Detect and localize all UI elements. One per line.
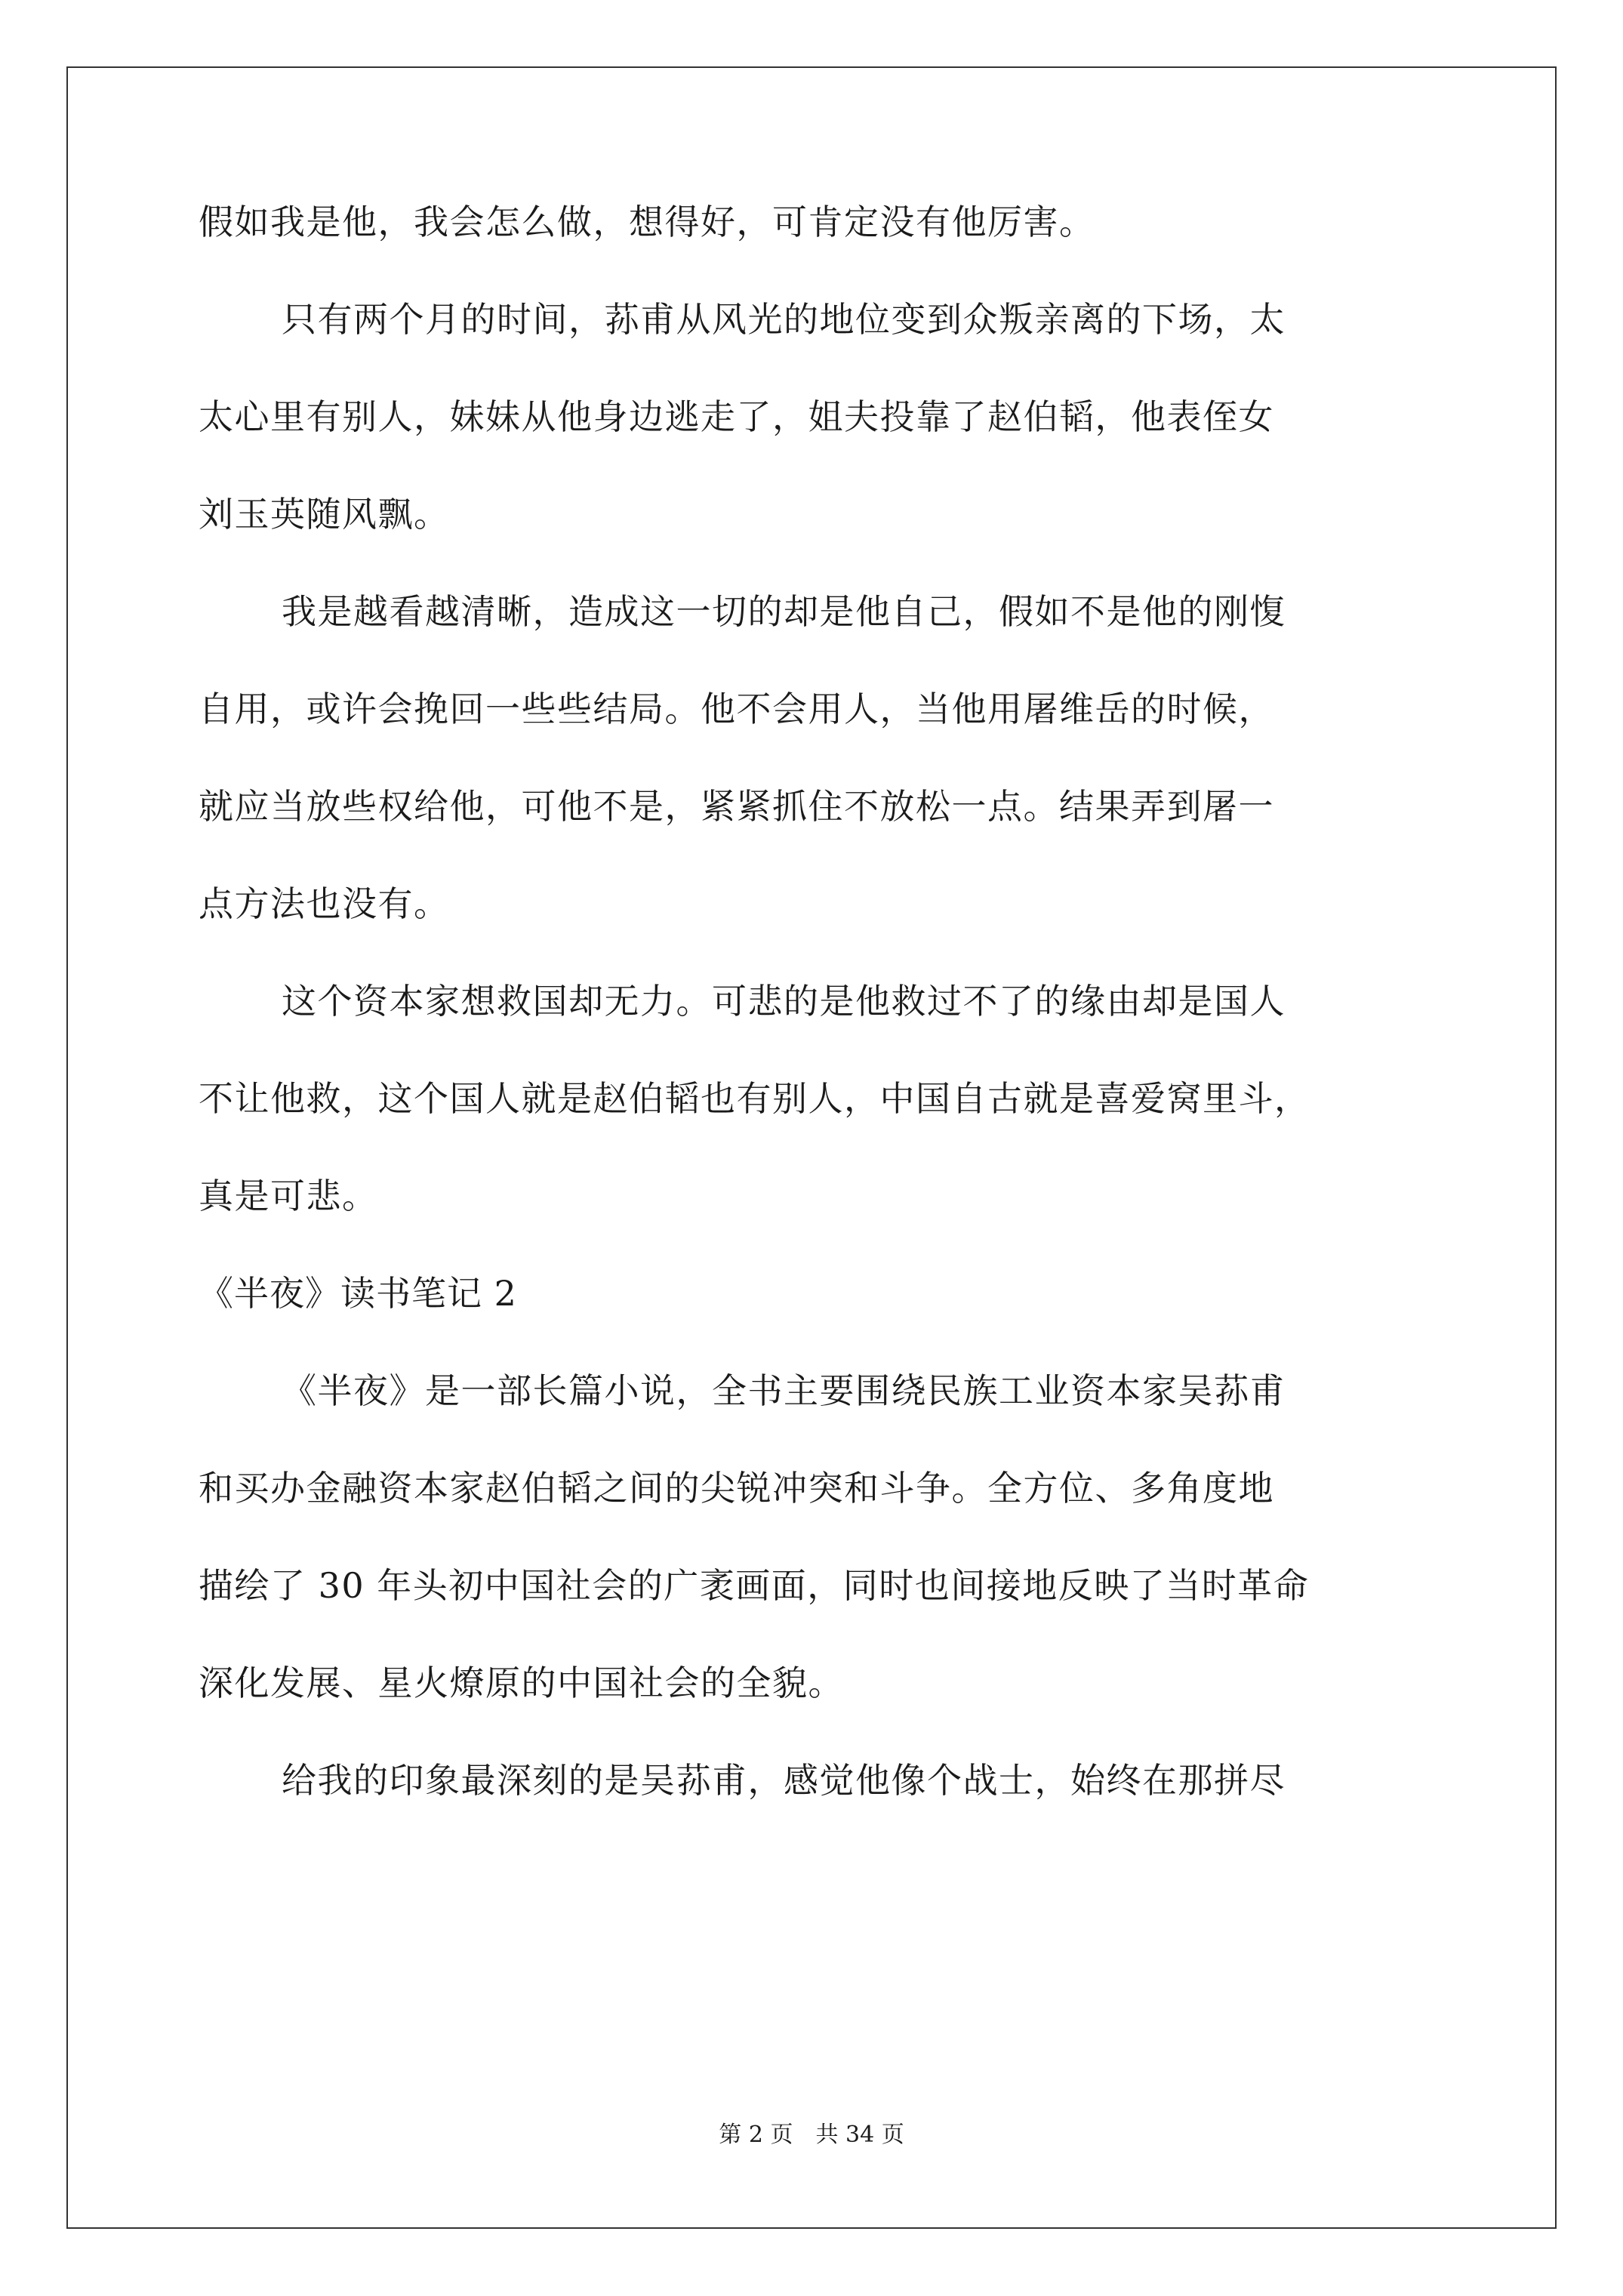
text-line: 假如我是他，我会怎么做，想得好，可肯定没有他厉害。	[199, 202, 1095, 242]
page-footer	[0, 2120, 1623, 2150]
text-line: 《半夜》是一部长篇小说，全书主要围绕民族工业资本家吴荪甫	[282, 1370, 1286, 1411]
text-line: 点方法也没有。	[199, 883, 450, 924]
text-line: 太心里有别人，妹妹从他身边逃走了，姐夫投靠了赵伯韬，他表侄女	[199, 396, 1274, 437]
text-line: 就应当放些权给他，可他不是，紧紧抓住不放松一点。结果弄到屠一	[199, 786, 1274, 827]
page-total: 共 34 页	[815, 2122, 904, 2148]
text-line: 真是可悲。	[199, 1176, 378, 1216]
text-line: 和买办金融资本家赵伯韬之间的尖锐冲突和斗争。全方位、多角度地	[199, 1468, 1274, 1509]
document-body	[199, 200, 1440, 1856]
section-heading: 《半夜》读书笔记 2	[199, 1273, 517, 1314]
text-line: 只有两个月的时间，荪甫从风光的地位变到众叛亲离的下场，太	[282, 299, 1286, 340]
text-line: 刘玉英随风飘。	[199, 494, 450, 535]
text-line: 给我的印象最深刻的是吴荪甫，感觉他像个战士，始终在那拼尽	[282, 1760, 1286, 1801]
text-line: 自用，或许会挽回一些些结局。他不会用人，当他用屠维岳的时候，	[199, 689, 1274, 729]
text-line: 深化发展、星火燎原的中国社会的全貌。	[199, 1663, 844, 1703]
text-line: 不让他救，这个国人就是赵伯韬也有别人，中国自古就是喜爱窝里斗，	[199, 1078, 1310, 1119]
page-number: 第 2 页	[719, 2122, 793, 2148]
text-line: 描绘了 30 年头初中国社会的广袤画面，同时也间接地反映了当时革命	[199, 1565, 1310, 1606]
text-line: 我是越看越清晰，造成这一切的却是他自己，假如不是他的刚愎	[282, 591, 1286, 632]
text-line: 这个资本家想救国却无力。可悲的是他救过不了的缘由却是国人	[282, 981, 1286, 1022]
